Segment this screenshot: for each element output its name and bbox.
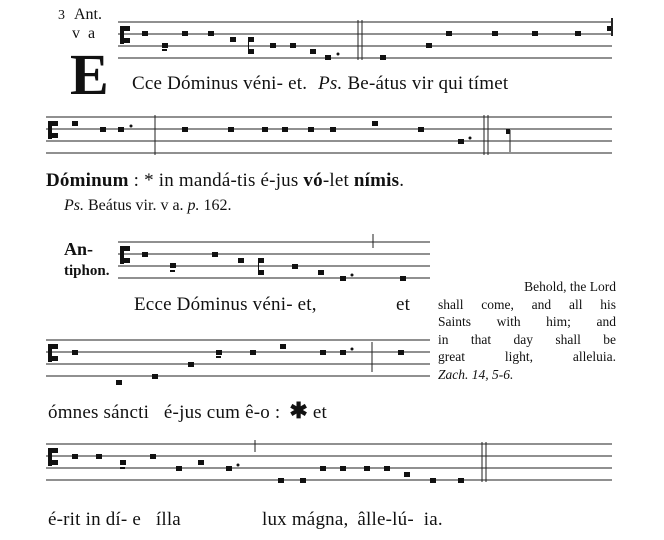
lyric-text: et	[312, 402, 328, 423]
lyric-line-3	[134, 294, 317, 316]
translation-line: in that day shall be	[438, 331, 616, 347]
lyric-bold: nímis	[353, 170, 400, 191]
lyric-word-et: et	[396, 294, 411, 315]
lyric-text: lux mágna,	[262, 509, 349, 530]
antiphon-label: Ant.	[74, 6, 102, 23]
lyric-text: Cce Dóminus véni- et.	[132, 73, 308, 94]
asterisk-icon: ✱	[289, 398, 308, 423]
lyric-text: .	[399, 170, 405, 191]
scripture-reference: Zach. 14, 5-6.	[438, 366, 514, 382]
lyric-text: ómnes sáncti é-jus cum	[48, 402, 241, 423]
lyric-text: ê-o :	[245, 402, 281, 423]
label-line: tiphon.	[64, 263, 110, 279]
translation-line: Behold, the Lord	[524, 279, 616, 294]
translation-line: great light, alleluia.	[438, 349, 616, 364]
lyric-line-2	[46, 170, 404, 192]
neumes-1	[142, 26, 611, 60]
page-prefix: p.	[187, 197, 200, 214]
lyric-text: Be-átus vir qui tímet	[347, 73, 509, 94]
lyric-line-5b	[262, 509, 443, 531]
lyric-bold: vó	[303, 170, 323, 191]
translation-line: shall come, and all his	[438, 296, 616, 312]
lyric-line-5	[48, 509, 181, 531]
lyric-line-4	[48, 398, 327, 424]
lyric-bold: Dóminum	[46, 170, 129, 191]
staff-2	[46, 115, 612, 155]
chant-number: 3	[58, 8, 65, 23]
initial-letter: E	[70, 42, 109, 107]
page-number: 162.	[203, 197, 232, 214]
staff-5	[46, 440, 612, 482]
reference-text: Beátus vir. v a.	[88, 197, 184, 214]
label-line: An-	[64, 239, 94, 259]
lyric-text: : * in mandá-tis é-jus	[128, 170, 304, 191]
mode-label: v a	[72, 25, 98, 42]
lyric-line-1	[132, 73, 508, 95]
lyric-text: âlle-lú- ia.	[357, 509, 443, 530]
psalm-reference	[64, 197, 232, 215]
staff-3	[118, 234, 430, 278]
translation-line: Saints with him; and	[438, 314, 616, 329]
psalm-abbrev: Ps.	[318, 73, 343, 94]
lyric-text: -let	[322, 170, 354, 191]
lyric-text: Ecce Dóminus véni- et,	[134, 294, 317, 315]
lyric-text: é-rit in dí- e ílla	[48, 509, 181, 530]
staff-4	[46, 340, 430, 376]
antiphon-label-2	[64, 238, 109, 282]
staff-1	[118, 18, 612, 60]
translation-block	[438, 278, 616, 383]
psalm-abbrev: Ps.	[64, 197, 84, 214]
